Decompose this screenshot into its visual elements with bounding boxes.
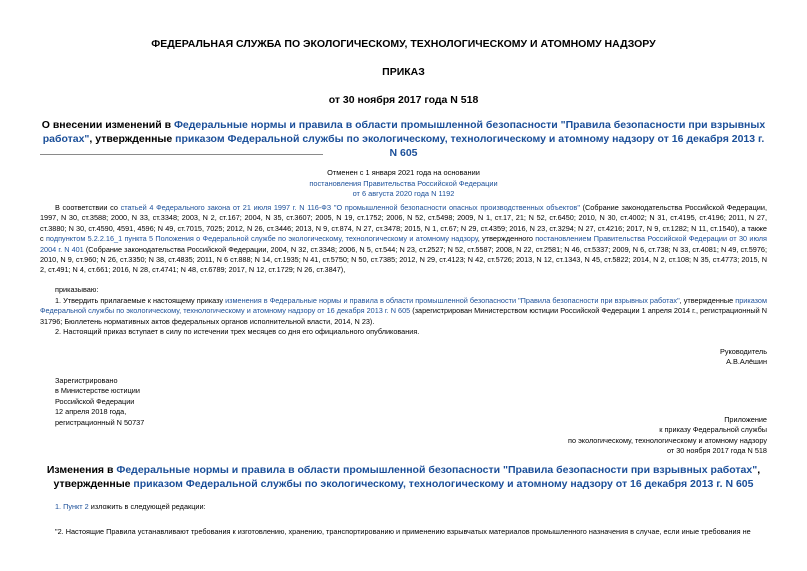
registration-block <box>55 376 144 428</box>
preamble-link-law[interactable]: статьей 4 Федерального закона от 21 июля 1997 г. N 116-ФЗ "О промышленной безопасности опасных производственных объектов" <box>120 203 580 212</box>
registration-line: регистрационный N 50737 <box>55 417 145 427</box>
order-item-1 <box>40 296 767 327</box>
item1-text-2: , утвержденные <box>679 296 736 305</box>
change-point-2 <box>40 527 767 537</box>
item1-link-changes[interactable]: изменения в Федеральные нормы и правила в области промышленной безопасности "Правила безопасности при взрывных работах" <box>225 296 680 305</box>
point2-text: "2. Настоящие Правила устанавливают требования к изготовлению, хранению, транспортированию и применению взрывчатых материалов промышленного назначения в случае, если иные требования не <box>55 527 751 536</box>
signer-role: Руководитель <box>719 347 767 356</box>
change-point-1 <box>55 502 206 511</box>
order-keyword: приказываю: <box>55 285 99 294</box>
registration-line: в Министерстве юстиции <box>55 386 140 396</box>
document-date: от 30 ноября 2017 года N 518 <box>328 94 479 106</box>
appendix-line: Приложение <box>724 415 767 424</box>
appendix-line: по экологическому, технологическому и атомному надзору <box>568 435 767 445</box>
cancellation-link[interactable]: постановления Правительства Российской Федерации <box>309 178 498 188</box>
preamble-link-subclause[interactable]: подпунктом 5.2.2.16_1 пункта 5 Положения о Федеральной службе по экологическому, технологическому и атомному надзору <box>45 234 478 244</box>
point1-link[interactable]: 1. Пункт 2 <box>55 502 89 511</box>
cancellation-link-date[interactable]: от 6 августа 2020 года N 1192 <box>352 189 455 198</box>
appendix-line: от 30 ноября 2017 года N 518 <box>666 446 767 456</box>
changes-link-order[interactable]: приказом Федеральной службы по экологическому, технологическому и атомному надзору от 16 декабря 2013 г. N 605 <box>133 478 754 490</box>
agency-title: ФЕДЕРАЛЬНАЯ СЛУЖБА ПО ЭКОЛОГИЧЕСКОМУ, ТЕХНОЛОГИЧЕСКОМУ И АТОМНОМУ НАДЗОРУ <box>151 38 656 50</box>
item1-text: 1. Утвердить прилагаемые к настоящему приказу <box>55 296 226 305</box>
registration-line: 12 апреля 2018 года, <box>55 407 127 417</box>
document-type: ПРИКАЗ <box>382 66 425 78</box>
divider <box>40 154 323 155</box>
point1-text: изложить в следующей редакции: <box>88 502 206 511</box>
preamble-text-2: (Собрание законодательства Российской Федерации, 1997, N 30, ст.3588; 2000, N 33, ст.3348; 2003, N 2, ст.167; 2004, N 35, ст.3607; 2005, N 19, ст.1752; 2006, N 52, ст.5498; 2009, N 1, ст.17, 21; N 52, ст.6450; 2010, N 30, ст.4002; N 31, ст.4195, ст.4196; 2011, N 27, ст.3880; N 30, ст.4590, 4591, 4596; N 49, ст.7015, 7025; 2012, N 26, ст.3446; 2013, N 9, ст.874, N 27, ст.3478; 2015, N 1, ст.67; N 29, ст.4359; 2016, N 23, ст.3294; N 27, ст.4216; 2017, N 9, ст.1282; N 11, ст.1540), а также с <box>40 203 767 244</box>
order-item-2: 2. Настоящий приказ вступает в силу по истечении трех месяцев со дня его официального опубликования. <box>55 327 420 336</box>
signer-name: А.В.Алёшин <box>726 357 767 367</box>
title-link-order[interactable]: приказом Федеральной службы по экологическому, технологическому и атомному надзору от 16 декабря 2013 г. N 605 <box>175 133 765 159</box>
title-text-mid: , утвержденные <box>89 133 176 145</box>
changes-title-text-2: , утвержденные <box>53 464 761 490</box>
title-link-rules[interactable]: Федеральные нормы и правила в области промышленной безопасности "Правила безопасности при взрывных работах" <box>42 119 766 145</box>
registration-line: Зарегистрировано <box>55 376 118 385</box>
preamble-text-3: , утвержденного <box>477 234 536 244</box>
registration-line: Российской Федерации <box>55 396 135 406</box>
signature-block <box>720 347 767 368</box>
preamble-text: В соответствии со <box>55 203 121 212</box>
cancellation-text: Отменен с 1 января 2021 года на основании <box>327 168 480 177</box>
appendix-block <box>568 415 767 457</box>
changes-link-rules[interactable]: Федеральные нормы и правила в области промышленной безопасности "Правила безопасности при взрывных работах" <box>116 464 758 476</box>
title-text: О внесении изменений в <box>41 119 174 131</box>
preamble-text-4: (Собрание законодательства Российской Федерации, 2004, N 32, ст.3348; 2006, N 5, ст.544; N 23, ст.2527; N 52, ст.5587; 2008, N 22, ст.2581; N 46, ст.5337; 2009, N 6, ст.738; N 33, ст.4081; N 49, ст.5976; 2010, N 9, ст.960; N 26, ст.3350; N 38, ст.4835; 2011, N 6 ст.888; N 14, ст.1935; N 41, ст.5750; N 50, ст.7385; 2012, N 29, ст.4123; N 42, ст.5726; 2013, N 12, ст.1343, N 45, ст.5822; 2014, N 2, ст.108; N 35, ст.4773; 2015, N 2, ст.491; N 4, ст.661; 2016, N 28, ст.4741; N 48, ст.6789; 2017, N 12, ст.1729; N 26, ст.3847), <box>40 244 767 275</box>
changes-title-text: Изменения в <box>46 464 117 476</box>
appendix-line: к приказу Федеральной службы <box>659 425 767 435</box>
item1-link-order[interactable]: приказом Федеральной службы по экологическому, технологическому и атомному надзору от 16 декабря 2013 г. N 605 <box>40 296 768 316</box>
item1-text-3: (зарегистрирован Министерством юстиции Российской Федерации 1 апреля 2014 г., регистрационный N 31796; Бюллетень нормативных актов федеральных органов исполнительной власти, 2014, N 23). <box>40 306 767 326</box>
changes-title <box>40 463 767 491</box>
preamble-link-resolution[interactable]: постановлением Правительства Российской Федерации от 30 июля 2004 г. N 401 <box>40 234 767 254</box>
preamble-paragraph <box>40 203 767 276</box>
cancellation-note <box>0 168 807 200</box>
